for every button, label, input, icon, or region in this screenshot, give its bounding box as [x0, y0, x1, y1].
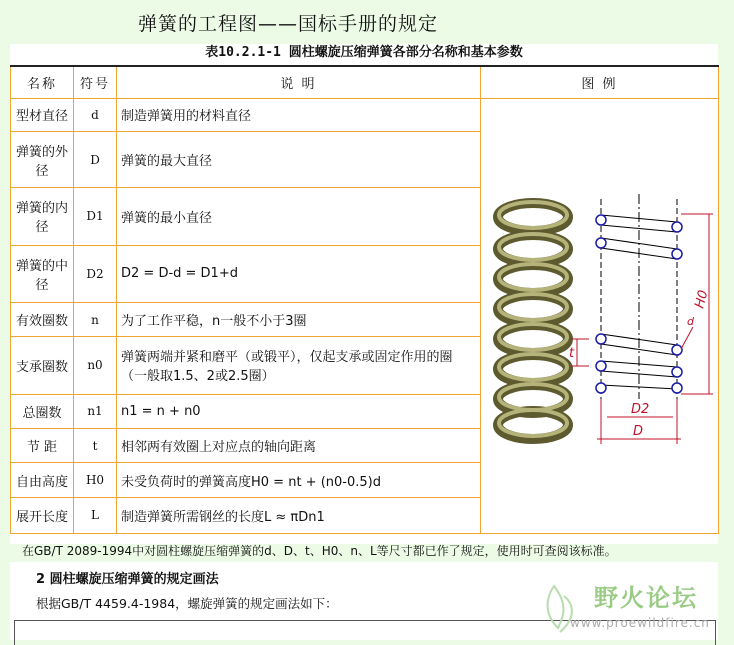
table-row	[11, 98, 719, 132]
spring-3d-icon	[498, 202, 568, 439]
row-symbol: D1	[74, 187, 117, 245]
row-symbol: n1	[74, 394, 117, 428]
dim-label-h0: H0	[692, 288, 712, 310]
row-description: 弹簧的最小直径	[117, 187, 481, 245]
watermark-text: 野火论坛	[594, 584, 698, 612]
section-2-text: 根据GB/T 4459.4-1984，螺旋弹簧的规定画法如下：	[36, 596, 338, 611]
row-symbol: t	[74, 428, 117, 463]
dim-label-d-outer: D	[633, 423, 644, 439]
row-symbol: D	[74, 132, 117, 188]
row-description: 弹簧两端并紧和磨平（或锻平），仅起支承或固定作用的圈（一般取1.5、2或2.5圈）	[117, 337, 481, 395]
header-figure: 图 例	[481, 66, 719, 98]
row-description: 弹簧的最大直径	[117, 132, 481, 188]
row-description: D2 = D-d = D1+d	[117, 245, 481, 303]
slide-title: 弹簧的工程图——国标手册的规定	[138, 13, 439, 35]
row-description: 为了工作平稳，n一般不小于3圈	[117, 303, 481, 337]
row-symbol: D2	[74, 245, 117, 303]
watermark-url: www.proewildfire.cn	[570, 616, 710, 630]
row-name: 弹簧的内径	[11, 187, 74, 245]
spring-figure	[481, 99, 719, 529]
dim-label-d-wire: d	[687, 314, 694, 328]
document-page	[10, 44, 718, 544]
row-name: 弹簧的外径	[11, 132, 74, 188]
row-name: 节 距	[11, 428, 74, 463]
row-name: 总圈数	[11, 394, 74, 428]
row-name: 型材直径	[11, 98, 74, 132]
row-name: 展开长度	[11, 498, 74, 533]
section-2-title: 2 圆柱螺旋压缩弹簧的规定画法	[36, 572, 219, 587]
row-description: n1 = n + n0	[117, 394, 481, 428]
figure-cell	[481, 98, 719, 533]
header-symbol: 符号	[74, 66, 117, 98]
header-name: 名称	[11, 66, 74, 98]
table-caption: 表10.2.1-1 圆柱螺旋压缩弹簧各部分名称和基本参数	[205, 45, 523, 60]
standard-note: 在GB/T 2089-1994中对圆柱螺旋压缩弹簧的d、D、t、H0、n、L等尺寸都已作了规定，使用时可查阅该标准。	[22, 544, 617, 558]
row-name: 自由高度	[11, 463, 74, 498]
dim-label-t: t	[569, 345, 575, 361]
header-description: 说 明	[117, 66, 481, 98]
row-description: 制造弹簧用的材料直径	[117, 98, 481, 132]
row-description: 未受负荷时的弹簧高度H0 = nt + (n0-0.5)d	[117, 463, 481, 498]
row-symbol: n	[74, 303, 117, 337]
row-description: 相邻两有效圈上对应点的轴向距离	[117, 428, 481, 463]
dim-label-d2: D2	[631, 401, 650, 417]
spring-section-drawing	[601, 194, 677, 399]
row-symbol: L	[74, 498, 117, 533]
row-symbol: H0	[74, 463, 117, 498]
spring-parameter-table	[10, 65, 719, 534]
row-name: 支承圈数	[11, 337, 74, 395]
row-symbol: d	[74, 98, 117, 132]
row-symbol: n0	[74, 337, 117, 395]
table-header-row	[11, 66, 719, 98]
row-name: 弹簧的中径	[11, 245, 74, 303]
row-description: 制造弹簧所需钢丝的长度L ≈ πDn1	[117, 498, 481, 533]
row-name: 有效圈数	[11, 303, 74, 337]
